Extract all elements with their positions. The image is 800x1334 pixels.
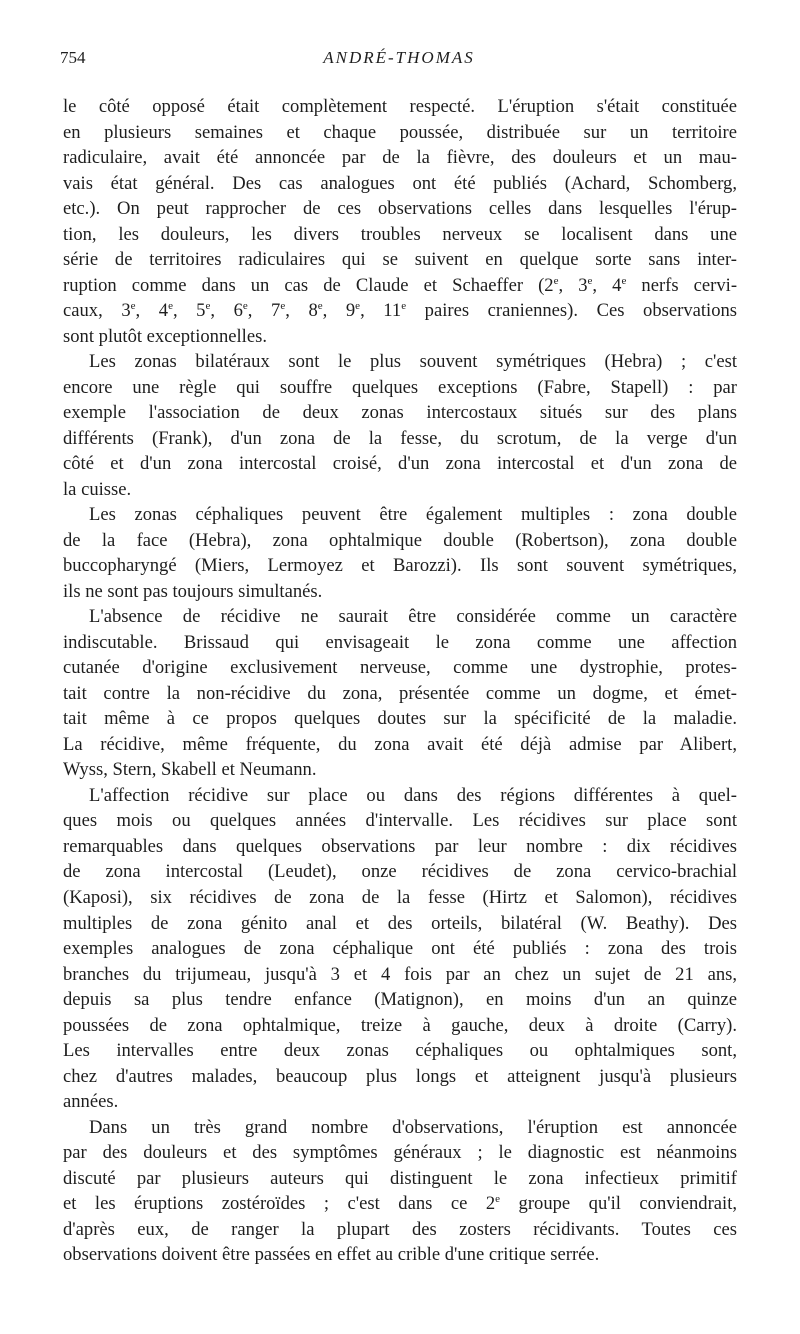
text-line: tait même à ce propos quelques doutes sur la spécificité de la maladie.	[63, 708, 737, 730]
text-line: etc.). On peut rapprocher de ces observations celles dans lesquelles l'érup-	[63, 198, 737, 220]
text-line: poussées de zona ophtalmique, treize à gauche, deux à droite (Carry).	[63, 1014, 737, 1036]
text-line: de la face (Hebra), zona ophtalmique double (Robertson), zona double	[63, 529, 737, 551]
text-line: vais état général. Des cas analogues ont été publiés (Achard, Schomberg,	[63, 172, 737, 194]
text-line: L'affection récidive sur place ou dans des régions différentes à quel-	[89, 784, 737, 806]
text-line: le côté opposé était complètement respecté. L'éruption s'était constituée	[63, 96, 737, 117]
paragraph	[63, 783, 737, 1115]
text-line: série de territoires radiculaires qui se suivent en quelque sorte sans inter-	[63, 249, 737, 271]
running-title: ANDRÉ-THOMAS	[323, 48, 475, 67]
text-line: sont plutôt exceptionnelles.	[63, 325, 267, 347]
text-line: encore une règle qui souffre quelques exceptions (Fabre, Stapell) : par	[63, 376, 737, 398]
text-line: indiscutable. Brissaud qui envisageait le zona comme une affection	[63, 631, 737, 653]
text-line: observations doivent être passées en effet au crible d'une critique serrée.	[63, 1244, 600, 1266]
text-line: tion, les douleurs, les divers troubles nerveux se localisent dans une	[63, 223, 737, 245]
text-line: Les intervalles entre deux zonas céphaliques ou ophtalmiques sont,	[63, 1040, 737, 1062]
page-number: 754	[60, 48, 86, 67]
text-line: chez d'autres malades, beaucoup plus longs et atteignent jusqu'à plusieurs	[63, 1065, 737, 1087]
paragraph	[63, 349, 737, 502]
paragraph	[63, 94, 737, 349]
text-line: ils ne sont pas toujours simultanés.	[63, 580, 323, 602]
text-line: Les zonas bilatéraux sont le plus souvent symétriques (Hebra) ; c'est	[89, 351, 737, 373]
running-head	[60, 48, 738, 72]
text-line: depuis sa plus tendre enfance (Matignon), en moins d'un an quinze	[63, 989, 737, 1011]
text-line: remarquables dans quelques observations par leur nombre : dix récidives	[63, 835, 737, 857]
text-line: tait contre la non-récidive du zona, présentée comme un dogme, et émet-	[63, 682, 737, 704]
text-line: différents (Frank), d'un zona de la fesse, du scrotum, de la verge d'un	[63, 427, 737, 449]
text-line: la cuisse.	[63, 478, 132, 500]
body-text	[63, 94, 737, 1268]
text-line: radiculaire, avait été annoncée par de la fièvre, des douleurs et un mau-	[63, 147, 737, 169]
text-line: cutanée d'origine exclusivement nerveuse, comme une dystrophie, protes-	[63, 657, 737, 679]
paragraph	[63, 604, 737, 783]
text-line: en plusieurs semaines et chaque poussée, distribuée sur un territoire	[63, 121, 737, 143]
text-line: discuté par plusieurs auteurs qui distinguent le zona infectieux primitif	[63, 1167, 737, 1189]
text-line: exemple l'association de deux zonas intercostaux situés sur des plans	[63, 402, 737, 424]
text-line: Les zonas céphaliques peuvent être également multiples : zona double	[89, 504, 737, 526]
text-line: ques mois ou quelques années d'intervalle. Les récidives sur place sont	[63, 810, 737, 832]
text-line: côté et d'un zona intercostal croisé, d'un zona intercostal et d'un zona de	[63, 453, 737, 475]
text-line: multiples de zona génito anal et des orteils, bilatéral (W. Beathy). Des	[63, 912, 737, 934]
text-line: d'après eux, de ranger la plupart des zosters récidivants. Toutes ces	[63, 1218, 737, 1240]
text-line: L'absence de récidive ne saurait être considérée comme un caractère	[89, 606, 737, 628]
text-line: Dans un très grand nombre d'observations, l'éruption est annoncée	[89, 1116, 737, 1138]
text-line: années.	[63, 1091, 119, 1113]
text-line: exemples analogues de zona céphalique ont été publiés : zona des trois	[63, 938, 737, 960]
text-line: caux, 3e, 4e, 5e, 6e, 7e, 8e, 9e, 11e paires craniennes). Ces observations	[63, 299, 738, 322]
text-line: Wyss, Stern, Skabell et Neumann.	[63, 759, 317, 781]
text-line: (Kaposi), six récidives de zona de la fesse (Hirtz et Salomon), récidives	[63, 886, 737, 908]
text-line: ruption comme dans un cas de Claude et Schaeffer (2e, 3e, 4e nerfs cervi-	[63, 274, 738, 296]
text-line: La récidive, même fréquente, du zona avait été déjà admise par Alibert,	[63, 733, 737, 755]
paragraph	[63, 1115, 737, 1268]
text-line: buccopharyngé (Miers, Lermoyez et Barozzi). Ils sont souvent symétriques,	[63, 555, 737, 577]
text-line: par des douleurs et des symptômes généraux ; le diagnostic est néanmoins	[63, 1142, 737, 1164]
text-line: de zona intercostal (Leudet), onze récidives de zona cervico-brachial	[63, 861, 737, 883]
paragraph	[63, 502, 737, 604]
text-line: et les éruptions zostéroïdes ; c'est dans ce 2e groupe qu'il conviendrait,	[63, 1192, 738, 1215]
text-line: branches du trijumeau, jusqu'à 3 et 4 fois par an chez un sujet de 21 ans,	[63, 963, 737, 985]
